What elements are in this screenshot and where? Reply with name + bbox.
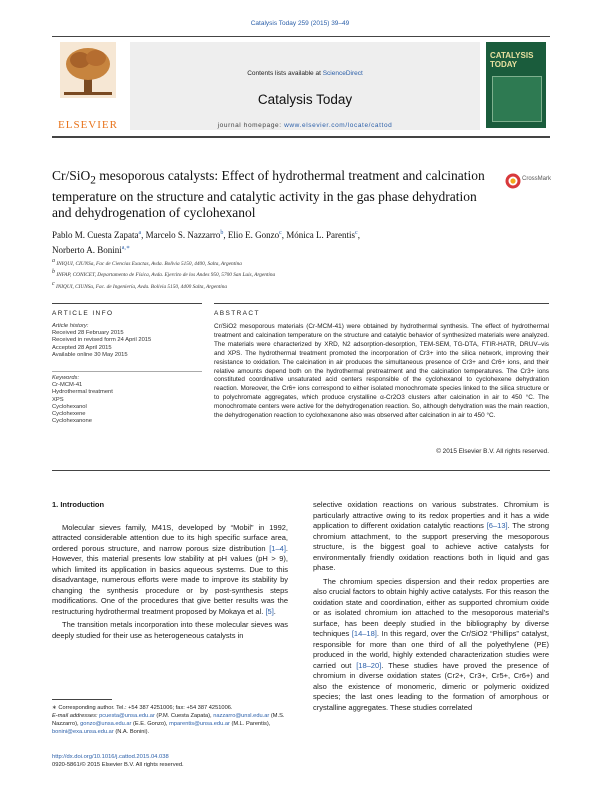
paragraph xyxy=(313,577,549,714)
sciencedirect-link[interactable]: ScienceDirect xyxy=(322,70,363,77)
abstract-rule xyxy=(214,303,549,304)
history-item: Accepted 28 April 2015 xyxy=(52,344,112,351)
keyword: Cyclohexanol xyxy=(52,403,87,410)
elsevier-logo xyxy=(52,42,124,130)
paragraph xyxy=(52,523,288,618)
body-column-left xyxy=(52,500,288,644)
homepage-line xyxy=(130,122,480,129)
crossmark-icon[interactable] xyxy=(505,173,521,189)
elsevier-tree-icon xyxy=(60,42,116,98)
cover-title: CATALYSIS TODAY xyxy=(490,51,534,69)
footnotes xyxy=(52,704,288,736)
author-separator: , xyxy=(223,230,228,240)
email-owner: (P.M. Cuesta Zapata), xyxy=(154,713,212,719)
article-info-heading: ARTICLE INFO xyxy=(52,310,114,317)
contents-line xyxy=(130,70,480,77)
info-divider xyxy=(52,359,202,372)
citation-link[interactable]: [1–4] xyxy=(269,543,286,553)
history-item: Received in revised form 24 April 2015 xyxy=(52,337,152,344)
text-run: . However, this material presents low stability at pH values (pH > 9), which limited its application in basics aqueous systems. Due to this disadvantage, numerous efforts were made to improve its stability by changing the synthesis procedure or by post-synthesis steps modifications. One of the procedures that give better results was the restructuring hydrothermal treatment proposed by Mokaya et al. xyxy=(52,543,288,616)
email-owner: (E.E. Gonzo), xyxy=(131,721,168,727)
masthead-bottom-rule xyxy=(52,136,550,138)
article-info-panel xyxy=(52,323,202,425)
text-run: selective oxidation reactions on various substrates. Chromium is particularly attractive owing to its redox properties and it has a wide application to different oxidation catalytic reactions xyxy=(313,500,549,530)
crossmark-label[interactable]: CrossMark xyxy=(522,176,552,182)
email-link[interactable]: nazzarro@unsl.edu.ar xyxy=(213,713,270,719)
masthead-top-rule xyxy=(52,36,550,37)
author-name: Norberto A. Bonini xyxy=(52,245,122,255)
affiliation-marker[interactable]: b xyxy=(220,230,224,236)
cover-illustration xyxy=(492,76,542,122)
affiliation-label: c xyxy=(52,280,55,287)
affiliation xyxy=(52,280,552,291)
author-separator: , xyxy=(141,230,146,240)
citation-link[interactable]: [6–13] xyxy=(486,521,508,530)
abstract-heading: ABSTRACT xyxy=(214,310,260,317)
paragraph xyxy=(313,500,549,574)
abstract-copyright: © 2015 Elsevier B.V. All rights reserved. xyxy=(436,448,549,455)
keyword: Cr-MCM-41 xyxy=(52,382,83,389)
keyword: Hydrothermal treatment xyxy=(52,389,113,396)
email-addresses xyxy=(52,712,288,736)
affiliation-list xyxy=(52,257,552,291)
abstract-text: Cr/SiO2 mesoporous materials (Cr-MCM-41) were obtained by hydrothermal synthesis. The effect of hydrothermal treatment and calcination temperature on the structure and catalytic behavior of synthesized materials were analyzed. The materials were characterized by XRD, N2 adsorption-desorption, TEM-SEM, TG-DTA, FTIR-HATR, DRUV–vis and XPS. The hydrothermal treatment promoted the incorporation of Cr3+ into the silica network, improving their resistance to oxidation. The calcination in air produces the simultaneous presence of Cr3+ and Cr6+ ions, and their relative amounts depend both on the hydrothermal pretreatment and the calcination temperatures. The Cr3+ ions constituted coordinative unsaturated acid centers responsible of the cyclohexanol to cyclohexene dehydration reaction. Moreover, the Cr6+ ions correspond to either isolated monochromate species linked to the silica structure or to polychromate aggregates, which produce crystalline α-Cr2O3 clusters after calcination in air to 450 °C. The monochromate centers were active for the dehydrogenation reaction. So, although dehydration was the main reaction, the dehydrogenation reaction to cyclohexanone also was observed after calcination in air to 450 °C. xyxy=(214,323,549,420)
text-run: . xyxy=(273,606,276,616)
author-name: Marcelo S. Nazzarro xyxy=(145,230,221,240)
paragraph: The transition metals incorporation into these molecular sieves was deeply studied for their use as heterogeneous catalysts in xyxy=(52,620,288,640)
author xyxy=(286,230,360,240)
affiliation-text: INFAP, CONICET, Departamento de Física, Avda. Ejercito de los Andes 950, 5700 San Luis, Argentina xyxy=(56,272,276,279)
affiliation-marker[interactable]: c xyxy=(355,230,358,236)
author xyxy=(228,230,286,240)
email-link[interactable]: pcuesta@unsa.edu.ar xyxy=(99,713,155,719)
email-owner: (M.L. Parentis), xyxy=(229,721,271,727)
email-label: E-mail addresses: xyxy=(52,713,100,719)
affiliation xyxy=(52,268,552,279)
journal-reference[interactable]: Catalysis Today 259 (2015) 39–49 xyxy=(250,20,350,27)
author-separator: , xyxy=(281,230,287,240)
journal-homepage-link[interactable]: www.elsevier.com/locate/cattod xyxy=(284,122,393,129)
author-name: Mónica L. Parentis xyxy=(286,230,356,240)
email-owner: (M.S. Nazzarro), xyxy=(52,713,285,727)
text-run: . These studies have proved the presence of chromium in diverse oxidation states (Cr2+, Cr3+, Cr5+, Cr6+) and also the existence of monomeric, dimeric or polymeric oxidized species; the last ones leading to the formation of amorphous or crystalline aggregates. These studies correlated xyxy=(313,660,549,712)
footnote-rule xyxy=(52,699,112,700)
keyword: Cyclohexene xyxy=(52,411,86,418)
affiliation-text: INIQUI, CIUNSa, Fac. de Ingeniería, Avda. Bolivia 5150, 4400 Salta, Argentina xyxy=(56,283,227,290)
affiliation-marker[interactable]: c xyxy=(279,230,282,236)
body-column-right xyxy=(313,500,549,716)
abstract-bottom-rule xyxy=(52,470,550,471)
homepage-prefix: journal homepage: xyxy=(217,122,285,129)
affiliation-marker[interactable]: a xyxy=(138,230,142,236)
journal-title: Catalysis Today xyxy=(257,92,353,107)
citation-link[interactable]: [5] xyxy=(265,606,274,616)
doi-link[interactable]: http://dx.doi.org/10.1016/j.cattod.2015.04.038 xyxy=(52,754,169,760)
citation-link[interactable]: [14–18] xyxy=(351,629,377,638)
author-name: Pablo M. Cuesta Zapata xyxy=(52,230,139,240)
publisher-name: ELSEVIER xyxy=(58,119,118,131)
title-part: Cr/SiO xyxy=(52,168,91,183)
email-link[interactable]: gonzo@unsa.edu.ar xyxy=(80,721,132,727)
text-run: . The strong chromium attachment, to the support preserving the mesoporous structure, is the biggest goal to achieve active catalysts for environmentally friendly oxidation reactions both in liquid and gas phase. xyxy=(313,521,549,572)
text-run: Molecular sieves family, M41S, developed by “Mobil” in 1992, attracted considerable attention due to its high specific surface area, ordered porous structure, and narrow porous size distribution xyxy=(52,522,288,553)
keywords-label: Keywords: xyxy=(52,375,80,382)
text-run: . In this regard, over the Cr/SiO2 “Phillips” catalyst, responsible for more than one third of all the polyethylene (PE) produced in the world, highly extended characterization studies were carried out xyxy=(313,629,549,670)
author-separator: , xyxy=(357,230,360,240)
corresponding-author-note: ∗ Corresponding author. Tel.: +54 387 4251006; fax: +54 387 4251006. xyxy=(52,705,233,711)
title-part: mesoporous catalysts: Effect of hydrothermal treatment and calcination temperature on the structure and catalytic activity in the gas phase dehydration and dehydrogenation of cyclohexanol xyxy=(52,168,485,220)
history-item: Received 28 February 2015 xyxy=(52,330,124,337)
journal-cover-image xyxy=(486,42,546,128)
affiliation-marker[interactable]: a,∗ xyxy=(121,245,130,251)
email-owner: (N.A. Bonini). xyxy=(113,729,150,735)
author-name: Elio E. Gonzo xyxy=(227,230,280,240)
author xyxy=(146,230,228,240)
contents-prefix: Contents lists available at xyxy=(247,70,323,77)
citation-link[interactable]: [18–20] xyxy=(356,660,382,670)
affiliation xyxy=(52,257,552,268)
keyword: XPS xyxy=(52,396,64,403)
author xyxy=(52,230,146,240)
history-item: Available online 30 May 2015 xyxy=(52,351,128,358)
author xyxy=(52,245,130,255)
issn-line: 0920-5861/© 2015 Elsevier B.V. All rights reserved. xyxy=(52,762,184,768)
masthead-banner xyxy=(130,42,480,130)
title-subscript: 2 xyxy=(90,174,96,187)
bottom-info xyxy=(52,753,352,769)
keyword: Cyclohexanone xyxy=(52,418,92,425)
history-label: Article history: xyxy=(52,323,89,329)
article-title xyxy=(52,168,492,221)
email-link[interactable]: mparentis@unsa.edu.ar xyxy=(169,721,230,727)
author-list xyxy=(52,227,452,257)
text-run: The chromium species dispersion and their redox properties are also crucial factors to obtain highly active catalysts. For this reason the oxidation state and coordination, either as supported chromium oxide or as isolated chromium ion attached to the mesoporous material’s surface, has been deeply studied in the bibliography by diverse techniques xyxy=(313,576,549,638)
section-heading-introduction: 1. Introduction xyxy=(52,500,105,509)
affiliation-label: a xyxy=(52,258,55,264)
email-link[interactable]: bonini@exa.unsa.edu.ar xyxy=(52,729,114,735)
info-rule xyxy=(52,303,202,304)
affiliation-text: INIQUI, CIUNSa, Fac de Ciencias Exactas, Avda. Bolivia 5150, 4400, Salta, Argentina xyxy=(56,260,242,267)
affiliation-label: b xyxy=(52,269,55,276)
